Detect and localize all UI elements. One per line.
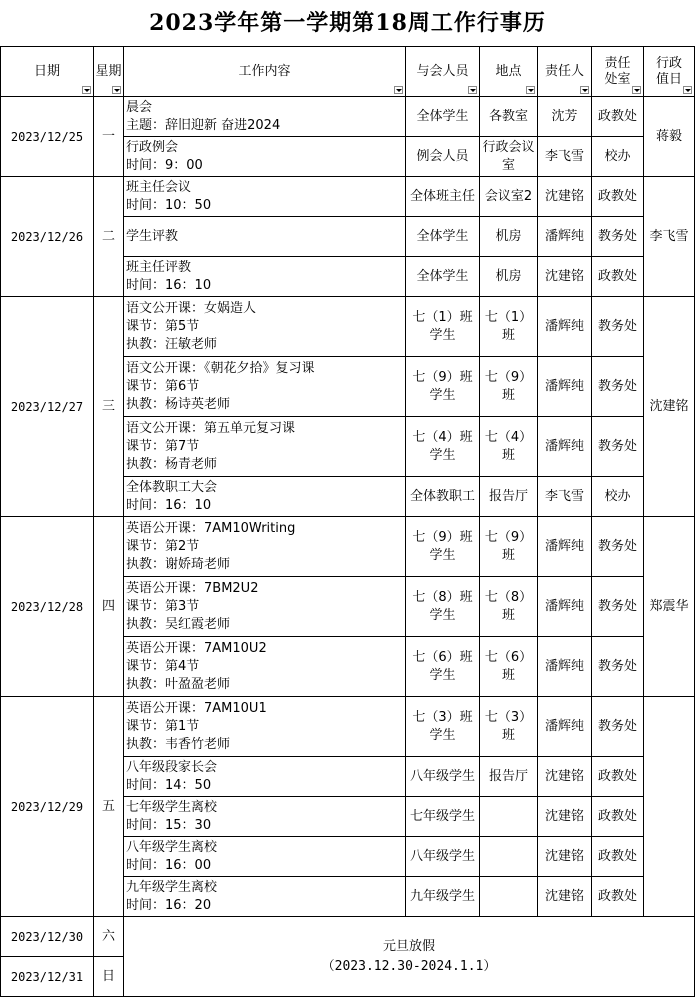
owner-cell: 沈芳 (538, 97, 592, 137)
event-content-line: 执教：汪敏老师 (126, 336, 218, 352)
owner-cell: 沈建铭 (538, 837, 592, 877)
dept-cell: 教务处 (592, 357, 644, 417)
event-content-line: 语文公开课：《朝花夕拾》复习课 (126, 360, 315, 376)
participants-cell: 七（9）班学生 (406, 357, 480, 417)
event-content-line: 英语公开课：7BM2U2 (126, 580, 259, 596)
event-content-cell (124, 97, 406, 137)
location-cell: 七（9）班 (480, 357, 538, 417)
holiday-cell (124, 917, 695, 997)
event-content-cell (124, 877, 406, 917)
dept-cell: 教务处 (592, 297, 644, 357)
event-content-line: 课节：第5节 (126, 318, 200, 334)
participants-cell: 七（9）班学生 (406, 517, 480, 577)
owner-cell: 沈建铭 (538, 177, 592, 217)
location-cell: 会议室2 (480, 177, 538, 217)
event-content-line: 执教：杨诗英老师 (126, 396, 231, 412)
participants-cell: 七（1）班学生 (406, 297, 480, 357)
dept-cell: 政教处 (592, 177, 644, 217)
filter-dropdown-icon[interactable] (526, 86, 535, 94)
dept-cell: 教务处 (592, 217, 644, 257)
header-duty: 行政 值日 (644, 47, 695, 97)
event-content-line: 课节：第1节 (126, 718, 200, 734)
event-content-line: 学生评教 (126, 228, 179, 244)
owner-cell: 潘辉纯 (538, 417, 592, 477)
header-row (1, 47, 695, 97)
dept-cell: 政教处 (592, 877, 644, 917)
weekday-cell: 四 (94, 517, 124, 697)
dept-cell: 教务处 (592, 697, 644, 757)
duty-cell: 郑震华 (644, 517, 695, 697)
event-content-line: 执教：杨青老师 (126, 456, 218, 472)
location-cell: 行政会议室 (480, 137, 538, 177)
filter-dropdown-icon[interactable] (683, 86, 692, 94)
owner-cell: 潘辉纯 (538, 697, 592, 757)
dept-cell: 校办 (592, 477, 644, 517)
weekday-cell: 二 (94, 177, 124, 297)
event-content-cell (124, 137, 406, 177)
event-content-cell (124, 757, 406, 797)
duty-cell: 蒋毅 (644, 97, 695, 177)
dept-cell: 教务处 (592, 577, 644, 637)
event-content-line: 英语公开课：7AM10Writing (126, 520, 296, 536)
event-content-line: 主题：辞旧迎新 奋进2024 (126, 117, 281, 133)
event-content-line: 行政例会 (126, 139, 179, 155)
event-content-cell (124, 637, 406, 697)
event-content-line: 时间：15：30 (126, 817, 212, 833)
event-content-line: 全体教职工大会 (126, 479, 218, 495)
weekday-cell: 五 (94, 697, 124, 917)
owner-cell: 潘辉纯 (538, 637, 592, 697)
participants-cell: 九年级学生 (406, 877, 480, 917)
event-content-line: 时间：16：10 (126, 497, 212, 513)
participants-cell: 七（4）班学生 (406, 417, 480, 477)
event-content-cell (124, 837, 406, 877)
dept-cell: 教务处 (592, 637, 644, 697)
event-content-cell (124, 517, 406, 577)
event-content-line: 课节：第7节 (126, 438, 200, 454)
duty-cell: 李飞雪 (644, 177, 695, 297)
filter-dropdown-icon[interactable] (82, 86, 91, 94)
header-weekday: 星期 (94, 47, 124, 97)
participants-cell: 八年级学生 (406, 757, 480, 797)
table-row (1, 517, 695, 577)
event-content-cell (124, 297, 406, 357)
event-content-line: 英语公开课：7AM10U2 (126, 640, 267, 656)
participants-cell: 七（3）班学生 (406, 697, 480, 757)
event-content-line: 执教：谢娇琦老师 (126, 556, 231, 572)
event-content-cell (124, 477, 406, 517)
event-content-cell (124, 257, 406, 297)
event-content-line: 时间：14：50 (126, 777, 212, 793)
event-content-line: 课节：第2节 (126, 538, 200, 554)
location-cell: 七（6）班 (480, 637, 538, 697)
event-content-line: 语文公开课：第五单元复习课 (126, 420, 296, 436)
location-cell: 机房 (480, 217, 538, 257)
event-content-line: 执教：叶盈盈老师 (126, 676, 231, 692)
dept-cell: 政教处 (592, 97, 644, 137)
owner-cell: 李飞雪 (538, 477, 592, 517)
header-dept: 责任 处室 (592, 47, 644, 97)
date-cell: 2023/12/27 (1, 297, 94, 517)
event-content-cell (124, 797, 406, 837)
holiday-range: （2023.12.30-2024.1.1） (321, 958, 497, 974)
location-cell: 七（3）班 (480, 697, 538, 757)
owner-cell: 沈建铭 (538, 257, 592, 297)
duty-cell (644, 697, 695, 917)
owner-cell: 潘辉纯 (538, 217, 592, 257)
date-cell: 2023/12/30 (1, 917, 94, 957)
event-content-cell (124, 357, 406, 417)
table-row (1, 917, 695, 957)
dept-cell: 教务处 (592, 517, 644, 577)
event-content-cell (124, 577, 406, 637)
dept-cell: 政教处 (592, 757, 644, 797)
event-content-line: 八年级学生离校 (126, 839, 218, 855)
event-content-line: 课节：第4节 (126, 658, 200, 674)
location-cell: 七（8）班 (480, 577, 538, 637)
event-content-line: 时间：10：50 (126, 197, 212, 213)
page-title: 2023学年第一学期第18周工作行事历 (149, 10, 546, 36)
date-cell: 2023/12/31 (1, 957, 94, 997)
weekday-cell: 六 (94, 917, 124, 957)
participants-cell: 全体学生 (406, 217, 480, 257)
participants-cell: 全体学生 (406, 97, 480, 137)
event-content-line: 执教：韦香竹老师 (126, 736, 231, 752)
weekday-cell: 日 (94, 957, 124, 997)
table-row (1, 697, 695, 757)
filter-dropdown-icon[interactable] (112, 86, 121, 94)
participants-cell: 七（8）班学生 (406, 577, 480, 637)
owner-cell: 沈建铭 (538, 877, 592, 917)
location-cell: 报告厅 (480, 757, 538, 797)
table-row (1, 177, 695, 217)
location-cell: 七（4）班 (480, 417, 538, 477)
owner-cell: 李飞雪 (538, 137, 592, 177)
location-cell (480, 837, 538, 877)
event-content-line: 八年级段家长会 (126, 759, 218, 775)
location-cell: 报告厅 (480, 477, 538, 517)
weekday-cell: 三 (94, 297, 124, 517)
owner-cell: 沈建铭 (538, 797, 592, 837)
header-location: 地点 (480, 47, 538, 97)
owner-cell: 潘辉纯 (538, 577, 592, 637)
event-content-cell (124, 177, 406, 217)
event-content-line: 语文公开课：女娲造人 (126, 300, 257, 316)
location-cell (480, 877, 538, 917)
dept-cell: 政教处 (592, 257, 644, 297)
duty-cell: 沈建铭 (644, 297, 695, 517)
schedule-table (0, 46, 695, 997)
header-content: 工作内容 (124, 47, 406, 97)
location-cell: 七（9）班 (480, 517, 538, 577)
event-content-line: 九年级学生离校 (126, 879, 218, 895)
event-content-line: 班主任会议 (126, 179, 192, 195)
weekday-cell: 一 (94, 97, 124, 177)
event-content-line: 时间：16：20 (126, 897, 212, 913)
participants-cell: 八年级学生 (406, 837, 480, 877)
location-cell: 机房 (480, 257, 538, 297)
dept-cell: 校办 (592, 137, 644, 177)
owner-cell: 潘辉纯 (538, 297, 592, 357)
date-cell: 2023/12/28 (1, 517, 94, 697)
filter-dropdown-icon[interactable] (632, 86, 641, 94)
event-content-cell (124, 217, 406, 257)
participants-cell: 七年级学生 (406, 797, 480, 837)
event-content-line: 时间：9：00 (126, 157, 203, 173)
header-owner: 责任人 (538, 47, 592, 97)
owner-cell: 沈建铭 (538, 757, 592, 797)
schedule-body (1, 97, 695, 997)
event-content-cell (124, 417, 406, 477)
event-content-cell (124, 697, 406, 757)
event-content-line: 课节：第6节 (126, 378, 200, 394)
event-content-line: 执教：吴红霞老师 (126, 616, 231, 632)
owner-cell: 潘辉纯 (538, 357, 592, 417)
header-date: 日期 (1, 47, 94, 97)
event-content-line: 课节：第3节 (126, 598, 200, 614)
header-participants: 与会人员 (406, 47, 480, 97)
location-cell: 各教室 (480, 97, 538, 137)
filter-dropdown-icon[interactable] (394, 86, 403, 94)
date-cell: 2023/12/29 (1, 697, 94, 917)
date-cell: 2023/12/26 (1, 177, 94, 297)
event-content-line: 英语公开课：7AM10U1 (126, 700, 267, 716)
location-cell: 七（1）班 (480, 297, 538, 357)
table-row (1, 97, 695, 137)
location-cell (480, 797, 538, 837)
participants-cell: 七（6）班学生 (406, 637, 480, 697)
dept-cell: 政教处 (592, 797, 644, 837)
participants-cell: 全体学生 (406, 257, 480, 297)
participants-cell: 全体班主任 (406, 177, 480, 217)
date-cell: 2023/12/25 (1, 97, 94, 177)
event-content-line: 晨会 (126, 99, 153, 115)
participants-cell: 例会人员 (406, 137, 480, 177)
participants-cell: 全体教职工 (406, 477, 480, 517)
event-content-line: 时间：16：10 (126, 277, 212, 293)
event-content-line: 班主任评教 (126, 259, 192, 275)
holiday-title: 元旦放假 (382, 938, 435, 954)
event-content-line: 时间：16：00 (126, 857, 212, 873)
dept-cell: 政教处 (592, 837, 644, 877)
filter-dropdown-icon[interactable] (580, 86, 589, 94)
dept-cell: 教务处 (592, 417, 644, 477)
filter-dropdown-icon[interactable] (468, 86, 477, 94)
table-row (1, 297, 695, 357)
event-content-line: 七年级学生离校 (126, 799, 218, 815)
owner-cell: 潘辉纯 (538, 517, 592, 577)
